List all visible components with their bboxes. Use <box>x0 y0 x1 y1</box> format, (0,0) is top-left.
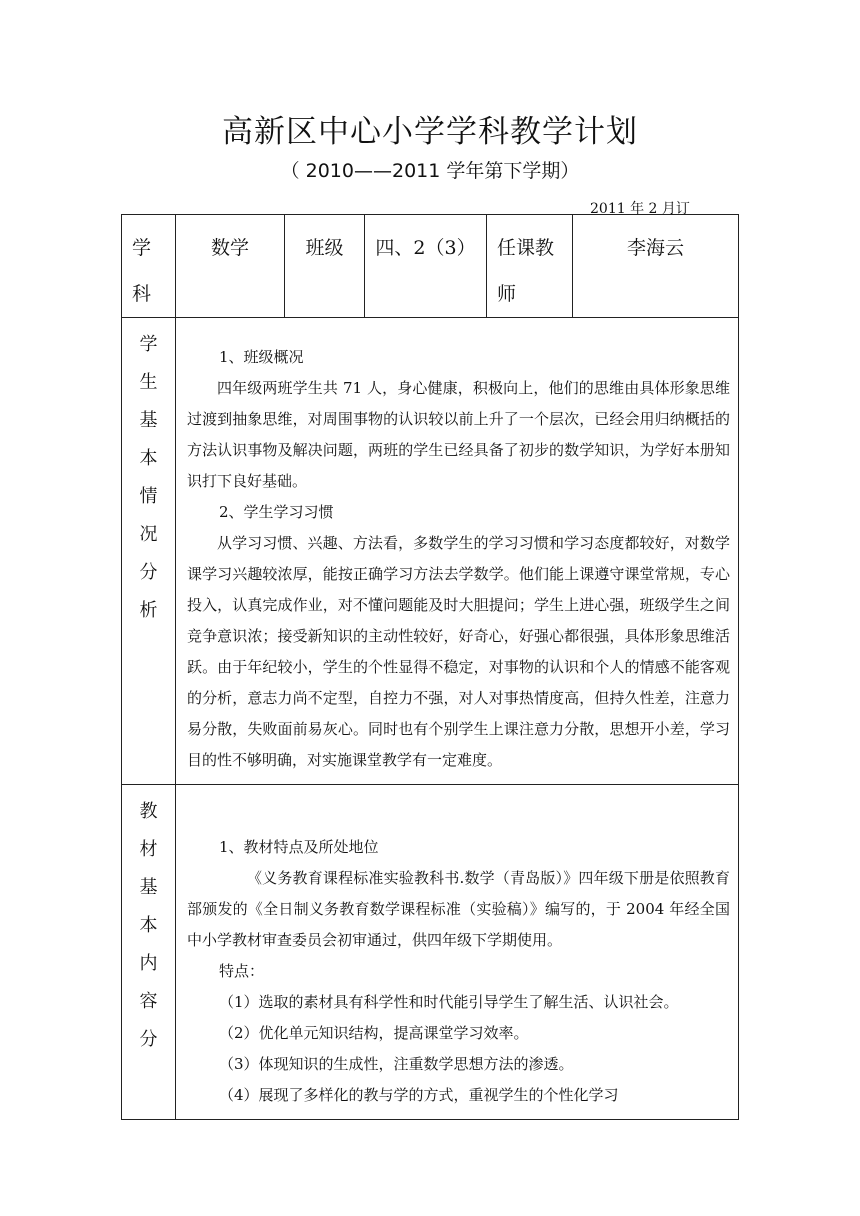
feature-item: （2）优化单元知识结构，提高课堂学习效率。 <box>219 1024 529 1042</box>
class-label: 班级 <box>285 215 365 318</box>
feature-item: （4）展现了多样化的教与学的方式，重视学生的个性化学习 <box>219 1086 619 1104</box>
label-char: 分 <box>139 562 158 583</box>
student-analysis-content <box>176 318 739 785</box>
feature-item: （3）体现知识的生成性，注重数学思想方法的渗透。 <box>219 1055 574 1073</box>
teacher-label-cell <box>487 215 573 318</box>
paragraph: 《义务教育课程标准实验教科书.数学（青岛版）》四年级下册是依照教育部颁发的《全日制义务教育数学课程标准（实验稿）》编写的，于 2004 年经全国中小学教材审查委员会初审通过，供四年级下学期使用。 <box>187 869 730 949</box>
teacher-label-line: 任课教 <box>497 237 555 259</box>
textbook-analysis-label <box>122 785 176 1120</box>
label-char: 本 <box>139 915 158 936</box>
label-char: 基 <box>139 410 158 431</box>
label-char: 本 <box>139 448 158 469</box>
textbook-analysis-row <box>122 785 739 1120</box>
label-char: 基 <box>139 877 158 898</box>
page-subtitle: （ 2010——2011 学年第下学期） <box>280 160 580 182</box>
label-char: 学 <box>139 334 158 355</box>
student-analysis-label <box>122 318 176 785</box>
page-title: 高新区中心小学学科教学计划 <box>222 114 638 150</box>
label-char: 生 <box>139 372 158 393</box>
label-char: 内 <box>139 953 158 974</box>
features-label: 特点： <box>219 962 265 980</box>
class-value: 四、2（3） <box>365 215 487 318</box>
section-heading: 1、教材特点及所处地位 <box>219 838 379 856</box>
header-row <box>122 215 739 318</box>
label-char: 材 <box>139 839 158 860</box>
teacher-value: 李海云 <box>573 215 739 318</box>
section-heading: 1、班级概况 <box>219 348 304 366</box>
textbook-analysis-content <box>176 785 739 1120</box>
label-char: 析 <box>139 600 158 621</box>
date-label: 2011 年 2 月订 <box>590 201 690 217</box>
teacher-label-line: 师 <box>497 283 517 305</box>
student-analysis-row <box>122 318 739 785</box>
label-char: 情 <box>139 486 158 507</box>
subject-value: 数学 <box>176 215 285 318</box>
paragraph: 四年级两班学生共 71 人，身心健康，积极向上，他们的思维由具体形象思维过渡到抽象思维，对周围事物的认识较以前上升了一个层次，已经会用归纳概括的方法认识事物及解决问题，两班的学生已经具备了初步的数学知识，为学好本册知识打下良好基础。 <box>187 379 730 490</box>
label-char: 教 <box>139 801 158 822</box>
section-heading: 2、学生学习习惯 <box>219 503 334 521</box>
subject-label-line: 科 <box>132 283 152 305</box>
label-char: 容 <box>139 991 158 1012</box>
plan-table <box>121 214 739 1120</box>
paragraph: 从学习习惯、兴趣、方法看，多数学生的学习习惯和学习态度都较好，对数学课学习兴趣较浓厚，能按正确学习方法去学数学。他们能上课遵守课堂常规，专心投入，认真完成作业，对不懂问题能及时大胆提问；学生上进心强，班级学生之间竞争意识浓；接受新知识的主动性较好，好奇心，好强心都很强，具体形象思维活跃。由于年纪较小，学生的个性显得不稳定，对事物的认识和个人的情感不能客观的分析，意志力尚不定型，自控力不强，对人对事热情度高，但持久性差，注意力易分散，失败面前易灰心。同时也有个别学生上课注意力分散，思想开小差，学习目的性不够明确，对实施课堂教学有一定难度。 <box>187 534 730 769</box>
label-char: 分 <box>139 1029 158 1050</box>
label-char: 况 <box>139 524 158 545</box>
feature-item: （1）选取的素材具有科学性和时代能引导学生了解生活、认识社会。 <box>219 993 679 1011</box>
subject-label-cell <box>122 215 176 318</box>
subject-label-line: 学 <box>132 237 152 259</box>
